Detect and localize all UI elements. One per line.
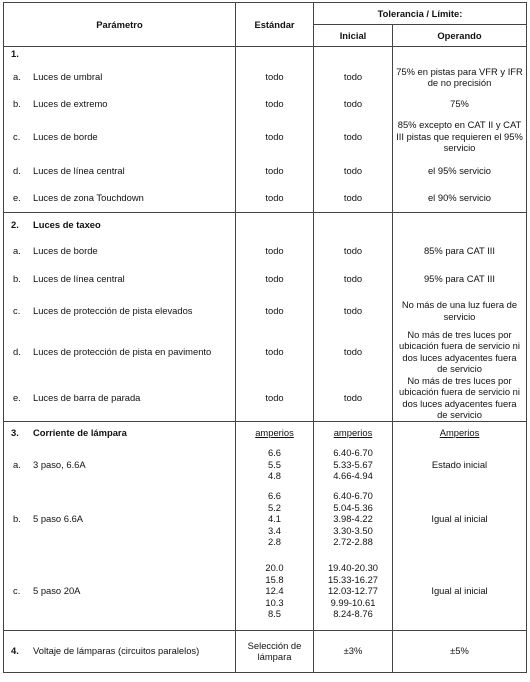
initial-value: 6.40-6.70	[333, 490, 373, 502]
row-initial: todo	[314, 265, 393, 293]
row-operating: ±5%	[393, 630, 527, 672]
row-initial: todo	[314, 329, 393, 375]
row-operating: 75% en pistas para VFR y IFR de no precisión	[393, 61, 527, 94]
standard-value: 3.4	[267, 524, 282, 536]
row-label: c.	[13, 585, 21, 596]
row-standard-values	[236, 486, 314, 552]
section-4-row	[4, 630, 527, 672]
initial-value: 5.04-5.36	[333, 501, 373, 513]
table-row	[4, 237, 527, 265]
row-initial: todo	[314, 375, 393, 422]
row-name: Luces de protección de pista en pavimento	[33, 345, 212, 357]
row-standard: todo	[236, 329, 314, 375]
row-name: Luces de zona Touchdown	[33, 191, 144, 203]
initial-value: 19.40-20.30	[327, 562, 379, 573]
row-label: b.	[13, 272, 21, 284]
row-label: a.	[13, 458, 21, 470]
section-number: 2.	[11, 219, 19, 230]
section-number: 3.	[11, 426, 19, 438]
row-standard: todo	[236, 293, 314, 329]
table-row	[4, 375, 527, 422]
row-operating: No más de una luz fuera de servicio	[393, 293, 527, 329]
row-operating: Igual al inicial	[393, 486, 527, 552]
row-standard: Selección de lámpara	[236, 630, 314, 672]
standard-value: 6.6	[267, 447, 282, 459]
row-initial: todo	[314, 94, 393, 115]
table-row	[4, 159, 527, 183]
row-operating: Igual al inicial	[393, 552, 527, 630]
table-row	[4, 329, 527, 375]
standard-value: 15.8	[265, 573, 284, 585]
standard-header: Estándar	[236, 3, 314, 47]
initial-value: 15.33-16.27	[327, 573, 379, 585]
row-name: 5 paso 6.6A	[33, 513, 84, 525]
section-number: 1.	[11, 48, 19, 59]
section-3-title-row	[4, 421, 527, 443]
initial-value: 9.99-10.61	[330, 596, 376, 608]
row-name: Luces de borde	[33, 130, 98, 142]
table-row	[4, 552, 527, 630]
row-standard: todo	[236, 183, 314, 213]
row-name: Luces de borde	[33, 244, 98, 256]
row-operating: No más de tres luces por ubicación fuera de servicio ni dos luces adyacentes fuera de servicio	[393, 375, 527, 422]
row-name: Luces de extremo	[33, 98, 108, 110]
row-standard: todo	[236, 115, 314, 159]
standard-value: 5.5	[267, 458, 282, 470]
row-label: c.	[13, 304, 21, 316]
initial-value: 4.66-4.94	[333, 470, 373, 482]
initial-value: 8.24-8.76	[333, 608, 373, 619]
row-label: d.	[13, 345, 21, 357]
standard-value: 4.1	[267, 513, 282, 525]
initial-value: 3.30-3.50	[333, 524, 373, 536]
row-name: Luces de barra de parada	[33, 391, 141, 403]
row-initial: todo	[314, 159, 393, 183]
row-standard-values	[236, 552, 314, 630]
standard-value: 10.3	[265, 596, 284, 608]
section-title: Voltaje de lámparas (circuitos paralelos)	[33, 645, 200, 657]
row-operating: No más de tres luces por ubicación fuera de servicio ni dos luces adyacentes fuera de servicio	[393, 329, 527, 375]
row-standard: todo	[236, 94, 314, 115]
section-2-title-row	[4, 213, 527, 237]
unit-operating: Amperios	[439, 426, 480, 438]
initial-value: 3.98-4.22	[333, 513, 373, 525]
row-initial-values	[314, 443, 393, 486]
initial-value: 5.33-5.67	[333, 458, 373, 470]
row-standard: todo	[236, 375, 314, 422]
row-standard: todo	[236, 237, 314, 265]
row-standard-values	[236, 443, 314, 486]
tolerance-header: Tolerancia / Límite:	[314, 3, 527, 25]
row-name: Luces de protección de pista elevados	[33, 304, 193, 316]
table-row	[4, 94, 527, 115]
table-row	[4, 115, 527, 159]
standard-value: 20.0	[265, 562, 284, 573]
standard-value: 12.4	[265, 585, 284, 596]
row-initial: todo	[314, 183, 393, 213]
row-initial-values	[314, 486, 393, 552]
row-initial: ±3%	[314, 630, 393, 672]
row-name: Luces de línea central	[33, 164, 125, 176]
row-standard: todo	[236, 159, 314, 183]
row-initial: todo	[314, 115, 393, 159]
row-label: b.	[13, 98, 21, 110]
row-name: 5 paso 20A	[33, 585, 81, 596]
table-row	[4, 293, 527, 329]
row-label: c.	[13, 130, 21, 142]
row-label: a.	[13, 244, 21, 256]
row-operating: 95% para CAT III	[393, 265, 527, 293]
table-row	[4, 183, 527, 213]
standard-value: 8.5	[267, 608, 282, 619]
table-row	[4, 265, 527, 293]
table-row	[4, 443, 527, 486]
row-initial: todo	[314, 293, 393, 329]
operating-header: Operando	[393, 25, 527, 47]
header-row	[4, 3, 527, 25]
row-initial: todo	[314, 237, 393, 265]
table-row	[4, 61, 527, 94]
standard-value: 6.6	[267, 490, 282, 502]
row-operating: el 95% servicio	[393, 159, 527, 183]
unit-standard: amperios	[255, 426, 294, 438]
row-label: a.	[13, 71, 21, 83]
row-name: Luces de línea central	[33, 272, 125, 284]
row-operating: 85% para CAT III	[393, 237, 527, 265]
row-operating: 75%	[393, 94, 527, 115]
standard-value: 5.2	[267, 501, 282, 513]
param-header: Parámetro	[4, 3, 236, 47]
row-name: Luces de umbral	[33, 71, 103, 83]
row-standard: todo	[236, 61, 314, 94]
row-name: 3 paso, 6.6A	[33, 458, 86, 470]
row-operating: el 90% servicio	[393, 183, 527, 213]
row-initial-values	[314, 552, 393, 630]
section-number: 4.	[11, 645, 19, 657]
row-operating: Estado inicial	[393, 443, 527, 486]
standard-value: 4.8	[267, 470, 282, 482]
table-row	[4, 486, 527, 552]
standard-value: 2.8	[267, 536, 282, 548]
row-label: d.	[13, 164, 21, 176]
row-operating: 85% excepto en CAT II y CAT III pistas que requieren el 95% servicio	[393, 115, 527, 159]
section-title: Luces de taxeo	[33, 219, 101, 230]
row-label: b.	[13, 513, 21, 525]
initial-value: 2.72-2.88	[333, 536, 373, 548]
initial-value: 6.40-6.70	[333, 447, 373, 459]
unit-initial: amperios	[333, 426, 373, 438]
row-label: e.	[13, 391, 21, 403]
row-standard: todo	[236, 265, 314, 293]
section-title: Corriente de lámpara	[33, 426, 127, 438]
row-initial: todo	[314, 61, 393, 94]
row-label: e.	[13, 191, 21, 203]
specification-table	[3, 2, 527, 673]
section-1-title-row	[4, 47, 527, 61]
initial-value: 12.03-12.77	[327, 585, 379, 596]
initial-header: Inicial	[314, 25, 393, 47]
